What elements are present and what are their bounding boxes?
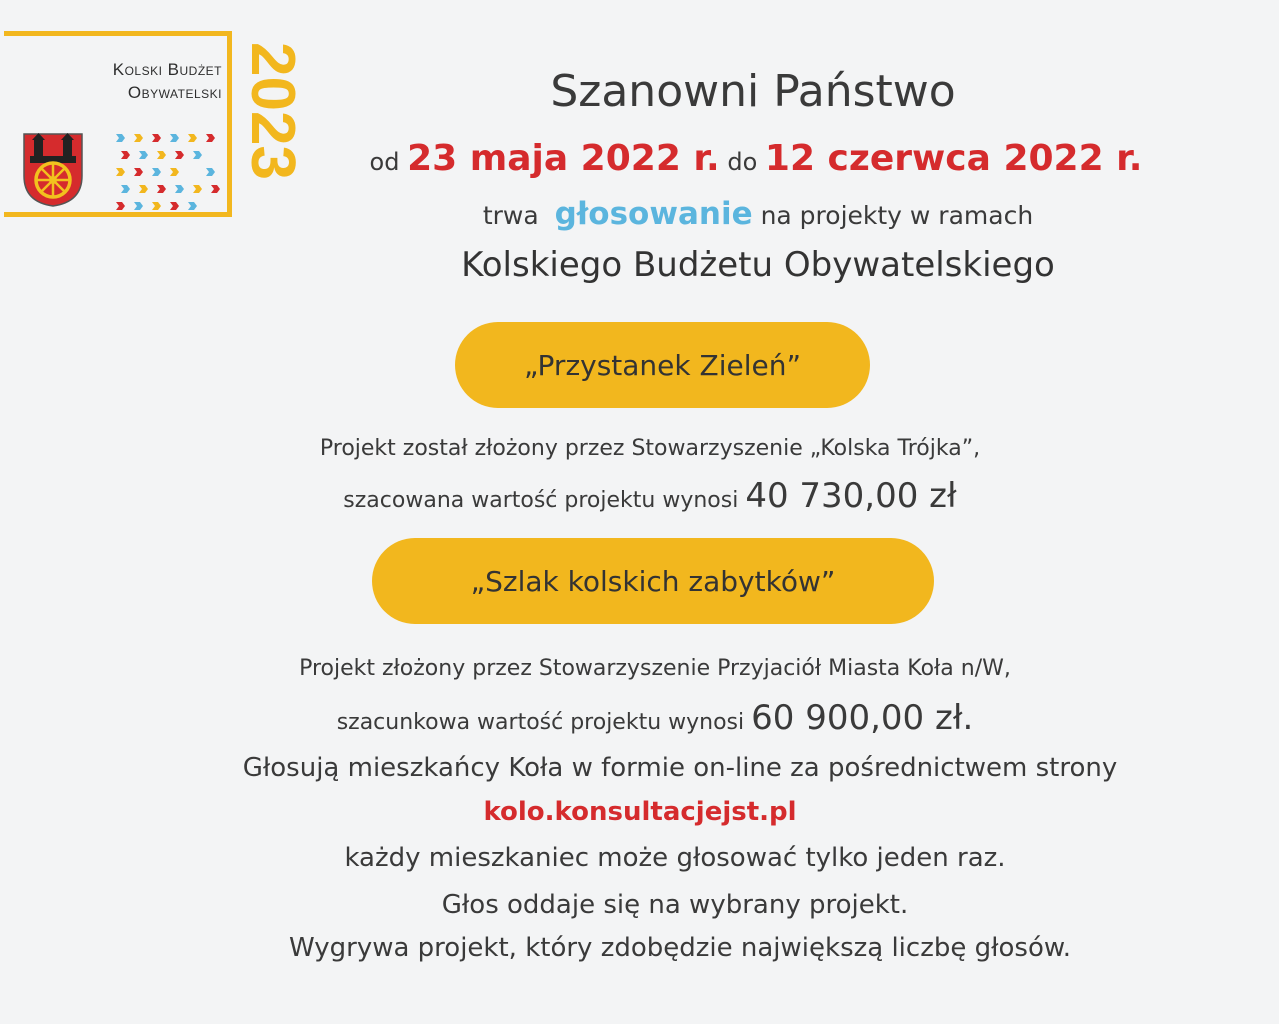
info-line-3: Głos oddaje się na wybrany projekt. [441,890,909,920]
chevron-mark [139,151,148,159]
vote-line [398,196,1118,232]
crest-icon [22,132,84,208]
project-1-desc: Projekt został złożony przez Stowarzyszenie „Kolska Trójka”, [319,436,981,461]
chevron-mark [175,185,184,193]
chevron-mark [175,151,184,159]
info-line-2: każdy mieszkaniec może głosować tylko jeden raz. [344,843,1006,873]
info-line-4: Wygrywa projekt, który zdobędzie największą liczbę głosów. [288,933,1072,963]
chevron-mark [170,134,179,142]
project-2-value-line [200,698,1110,738]
logo-title [52,58,222,104]
project-1-value-line [200,476,1100,516]
logo-year-text: 2023 [238,42,307,180]
chevron-mark [188,134,197,142]
chevron-mark [134,134,143,142]
chevron-mark [139,185,148,193]
info-line-1: Głosują mieszkańcy Koła w formie on-line za pośrednictwem strony [242,753,1118,783]
project-2-badge [372,538,934,624]
budget-name: Kolskiego Budżetu Obywatelskiego [461,245,1055,285]
chevron-mark [121,185,130,193]
date-end: 12 czerwca 2022 r. [764,138,1143,179]
project-2-value-prefix: szacunkowa wartość projektu wynosi [336,710,745,735]
chevron-mark [152,168,161,176]
chevron-mark [193,185,202,193]
project-2-desc: Projekt złożony przez Stowarzyszenie Przyjaciół Miasta Koła n/W, [299,656,1011,681]
dates-prefix: od [369,148,400,176]
chevron-mark [170,202,179,210]
logo-year [230,36,310,226]
chevron-mark [121,151,130,159]
voting-link[interactable]: kolo.konsultacjejst.pl [483,797,797,827]
logo-title-line1: Kolski Budżet [112,60,222,79]
chevron-pattern-icon [108,128,228,218]
chevron-mark [152,134,161,142]
chevron-mark [206,134,215,142]
vote-word: głosowanie [554,196,753,232]
dates-mid: do [727,148,758,176]
chevron-mark [206,168,215,176]
chevron-mark [211,185,220,193]
chevron-mark [157,151,166,159]
page-title: Szanowni Państwo [550,66,956,117]
chevron-mark [188,202,197,210]
project-2-name: „Szlak kolskich zabytków” [470,564,836,598]
chevron-mark [134,202,143,210]
chevron-mark [193,151,202,159]
logo-title-line2: Obywatelski [127,83,222,102]
project-1-badge [455,322,870,408]
chevron-mark [134,168,143,176]
vote-suffix: na projekty w ramach [760,201,1034,230]
chevron-mark [170,168,179,176]
voting-dates [321,138,1191,179]
project-1-name: „Przystanek Zieleń” [524,348,801,382]
project-1-value: 40 730,00 zł [745,476,957,516]
chevron-mark [116,202,125,210]
date-start: 23 maja 2022 r. [407,138,720,179]
project-1-value-prefix: szacowana wartość projektu wynosi [343,488,739,513]
vote-prefix: trwa [482,201,539,230]
chevron-mark [157,185,166,193]
project-2-value: 60 900,00 zł. [751,698,974,738]
chevron-mark [152,202,161,210]
chevron-mark [116,168,125,176]
chevron-mark [116,134,125,142]
